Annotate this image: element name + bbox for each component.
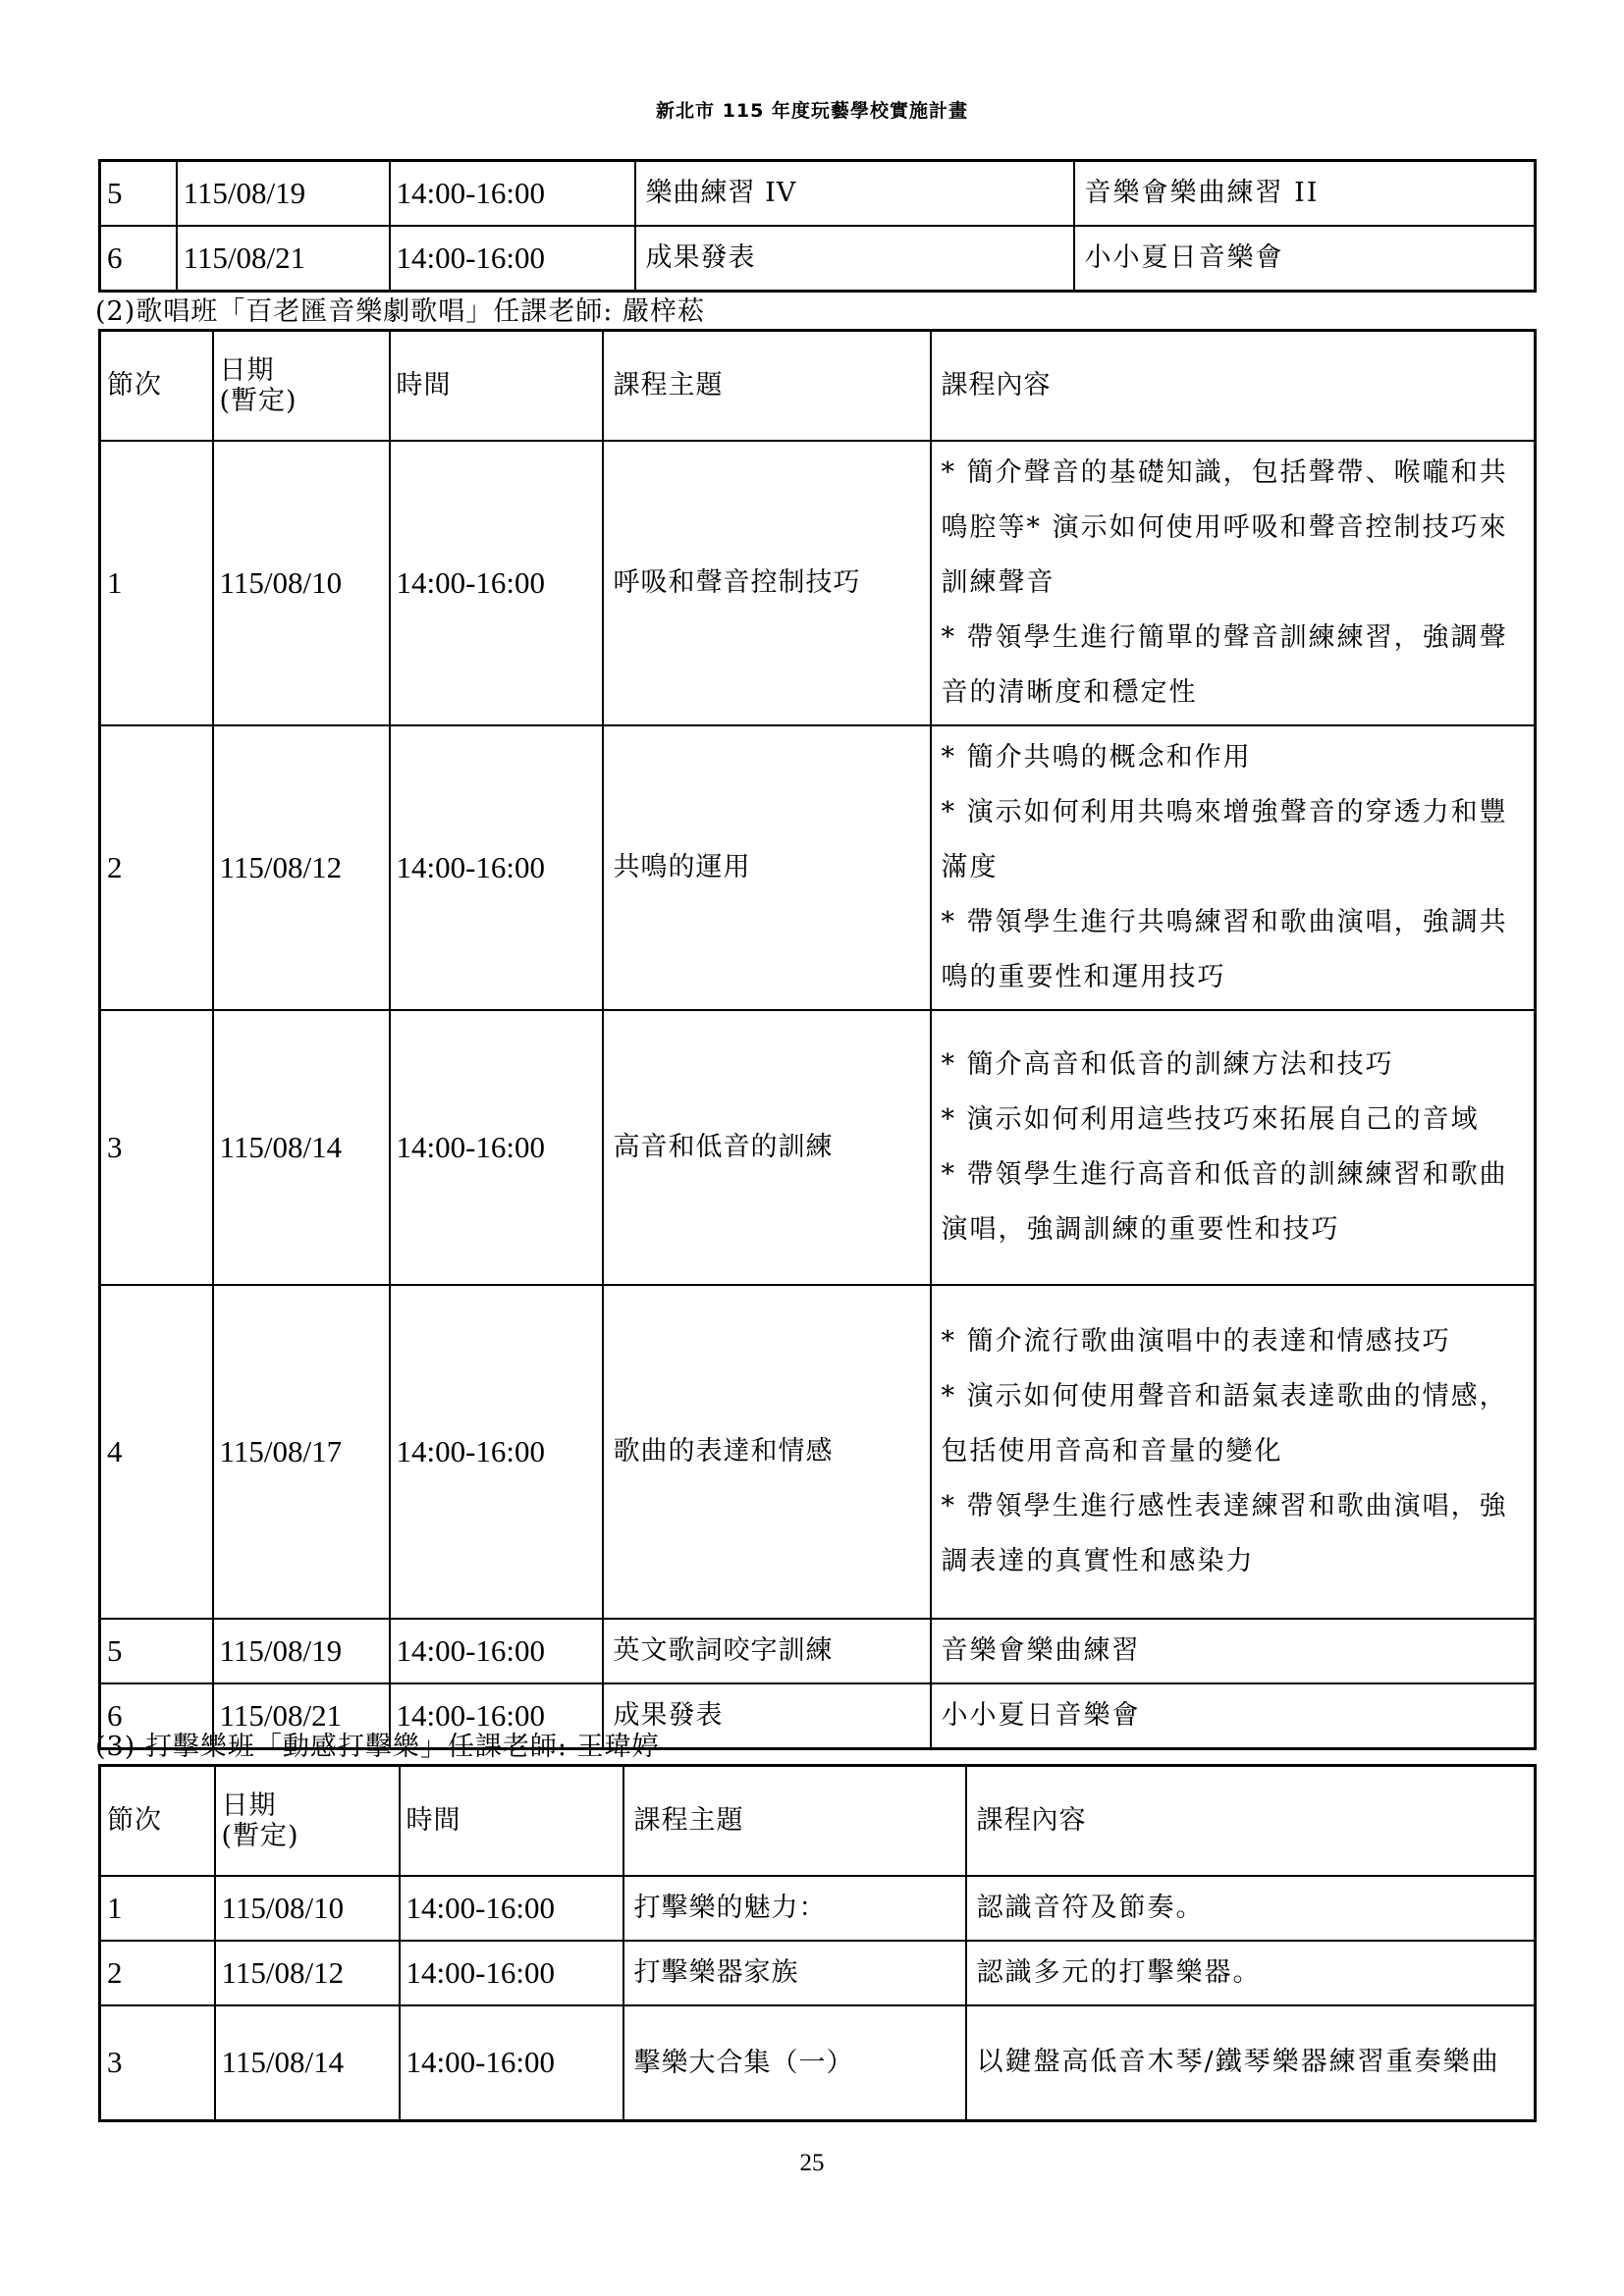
cell-content bbox=[966, 1941, 1536, 2005]
cell-date: 115/08/21 bbox=[213, 1683, 390, 1749]
column-header-date bbox=[213, 331, 390, 441]
cell-date: 115/08/14 bbox=[215, 2005, 400, 2121]
cell-topic: 打擊樂器家族 bbox=[623, 1941, 966, 2005]
table-header-row bbox=[100, 1766, 1536, 1876]
cell-time: 14:00-16:00 bbox=[400, 1876, 623, 1941]
content-line: * 演示如何利用這些技巧來拓展自己的音域 bbox=[941, 1103, 1480, 1135]
table-body bbox=[100, 1876, 1536, 2121]
cell-session-number: 3 bbox=[100, 1010, 213, 1285]
cell-topic: 成果發表 bbox=[603, 1683, 931, 1749]
cell-topic: 擊樂大合集（一） bbox=[623, 2005, 966, 2121]
cell-content bbox=[1074, 226, 1536, 292]
table-body bbox=[100, 161, 1536, 292]
cell-date: 115/08/10 bbox=[215, 1876, 400, 1941]
cell-content bbox=[931, 1619, 1536, 1683]
table-row bbox=[100, 2005, 1536, 2121]
table-row bbox=[100, 1010, 1536, 1285]
column-header-date bbox=[215, 1766, 400, 1876]
content-line: 認識多元的打擊樂器。 bbox=[976, 1956, 1262, 1988]
cell-topic: 樂曲練習 IV bbox=[635, 161, 1074, 227]
page-header-title: 新北市 115 年度玩藝學校實施計畫 bbox=[656, 100, 968, 122]
cell-topic: 英文歌詞咬字訓練 bbox=[603, 1619, 931, 1683]
table-row bbox=[100, 725, 1536, 1010]
cell-topic: 共鳴的運用 bbox=[603, 725, 931, 1010]
column-header-no: 節次 bbox=[100, 331, 213, 441]
cell-topic: 呼吸和聲音控制技巧 bbox=[603, 441, 931, 725]
cell-time: 14:00-16:00 bbox=[390, 725, 603, 1010]
page-number: 25 bbox=[799, 2150, 825, 2176]
column-header-topic: 課程主題 bbox=[623, 1766, 966, 1876]
content-line: * 帶領學生進行共鳴練習和歌曲演唱，強調共鳴的重要性和運用技巧 bbox=[941, 906, 1508, 992]
column-header-date-line1: 日期 bbox=[221, 1789, 277, 1821]
content-line: 認識音符及節奏。 bbox=[976, 1892, 1205, 1923]
table-row bbox=[100, 1619, 1536, 1683]
cell-time: 14:00-16:00 bbox=[390, 441, 603, 725]
cell-session-number: 6 bbox=[100, 226, 177, 292]
schedule-table-continuation bbox=[98, 159, 1537, 293]
cell-time: 14:00-16:00 bbox=[390, 161, 635, 227]
cell-session-number: 3 bbox=[100, 2005, 215, 2121]
content-line: 音樂會樂曲練習 II bbox=[1084, 178, 1320, 208]
cell-session-number: 1 bbox=[100, 1876, 215, 1941]
cell-date: 115/08/21 bbox=[177, 226, 390, 292]
column-header-content: 課程內容 bbox=[931, 331, 1536, 441]
cell-date: 115/08/19 bbox=[213, 1619, 390, 1683]
content-line: 音樂會樂曲練習 bbox=[941, 1634, 1141, 1666]
cell-session-number: 4 bbox=[100, 1285, 213, 1619]
cell-content bbox=[1074, 161, 1536, 227]
cell-content bbox=[931, 1010, 1536, 1285]
cell-content bbox=[931, 441, 1536, 725]
cell-session-number: 2 bbox=[100, 1941, 215, 2005]
table-row bbox=[100, 226, 1536, 292]
cell-session-number: 5 bbox=[100, 1619, 213, 1683]
cell-content bbox=[931, 1285, 1536, 1619]
cell-content bbox=[966, 1876, 1536, 1941]
table-row bbox=[100, 161, 1536, 227]
column-header-time: 時間 bbox=[390, 331, 603, 441]
column-header-content: 課程內容 bbox=[966, 1766, 1536, 1876]
table-row bbox=[100, 1876, 1536, 1941]
cell-topic: 歌曲的表達和情感 bbox=[603, 1285, 931, 1619]
cell-date: 115/08/19 bbox=[177, 161, 390, 227]
cell-session-number: 6 bbox=[100, 1683, 213, 1749]
column-header-date-line2: (暫定) bbox=[221, 1820, 299, 1851]
cell-time: 14:00-16:00 bbox=[390, 1285, 603, 1619]
cell-topic: 打擊樂的魅力： bbox=[623, 1876, 966, 1941]
cell-date: 115/08/17 bbox=[213, 1285, 390, 1619]
column-header-time: 時間 bbox=[400, 1766, 623, 1876]
cell-date: 115/08/10 bbox=[213, 441, 390, 725]
cell-time: 14:00-16:00 bbox=[400, 2005, 623, 2121]
content-line: 小小夏日音樂會 bbox=[941, 1699, 1141, 1731]
content-line: * 簡介高音和低音的訓練方法和技巧 bbox=[941, 1048, 1394, 1080]
cell-time: 14:00-16:00 bbox=[390, 226, 635, 292]
cell-session-number: 1 bbox=[100, 441, 213, 725]
cell-topic: 成果發表 bbox=[635, 226, 1074, 292]
table-row bbox=[100, 1941, 1536, 2005]
cell-content bbox=[966, 2005, 1536, 2121]
content-line: 以鍵盤高低音木琴/鐵琴樂器練習重奏樂曲 bbox=[976, 2047, 1500, 2078]
table-header-row bbox=[100, 331, 1536, 441]
cell-content bbox=[931, 725, 1536, 1010]
cell-session-number: 5 bbox=[100, 161, 177, 227]
cell-time: 14:00-16:00 bbox=[390, 1010, 603, 1285]
content-line: * 帶領學生進行感性表達練習和歌曲演唱，強調表達的真實性和感染力 bbox=[941, 1490, 1508, 1576]
column-header-topic: 課程主題 bbox=[603, 331, 931, 441]
cell-topic: 高音和低音的訓練 bbox=[603, 1010, 931, 1285]
table-row bbox=[100, 1285, 1536, 1619]
section-heading-percussion: (3) 打擊樂班「動感打擊樂」任課老師: 王瑋婷 bbox=[95, 1732, 660, 1762]
content-line: * 演示如何使用聲音和語氣表達歌曲的情感，包括使用音高和音量的變化 bbox=[941, 1380, 1508, 1467]
schedule-table-percussion bbox=[98, 1764, 1537, 2122]
table-row bbox=[100, 441, 1536, 725]
content-line: 小小夏日音樂會 bbox=[1084, 242, 1284, 273]
content-line: * 簡介流行歌曲演唱中的表達和情感技巧 bbox=[941, 1325, 1451, 1357]
column-header-date-line1: 日期 bbox=[219, 354, 275, 386]
cell-date: 115/08/12 bbox=[213, 725, 390, 1010]
content-line: * 簡介共鳴的概念和作用 bbox=[941, 741, 1252, 773]
cell-date: 115/08/14 bbox=[213, 1010, 390, 1285]
section-heading-singing: (2)歌唱班「百老匯音樂劇歌唱」任課老師: 嚴梓菘 bbox=[95, 296, 705, 327]
cell-content bbox=[931, 1683, 1536, 1749]
content-line: * 帶領學生進行簡單的聲音訓練練習，強調聲音的清晰度和穩定性 bbox=[941, 621, 1508, 708]
cell-time: 14:00-16:00 bbox=[390, 1683, 603, 1749]
cell-time: 14:00-16:00 bbox=[400, 1941, 623, 2005]
content-line: * 帶領學生進行高音和低音的訓練練習和歌曲演唱，強調訓練的重要性和技巧 bbox=[941, 1158, 1508, 1245]
content-line: * 簡介聲音的基礎知識，包括聲帶、喉嚨和共鳴腔等* 演示如何使用呼吸和聲音控制技巧來訓練聲音 bbox=[941, 456, 1508, 598]
content-line: * 演示如何利用共鳴來增強聲音的穿透力和豐滿度 bbox=[941, 796, 1508, 882]
table-body bbox=[100, 441, 1536, 1749]
column-header-date-line2: (暫定) bbox=[219, 385, 298, 416]
cell-date: 115/08/12 bbox=[215, 1941, 400, 2005]
cell-time: 14:00-16:00 bbox=[390, 1619, 603, 1683]
cell-session-number: 2 bbox=[100, 725, 213, 1010]
schedule-table-singing bbox=[98, 329, 1537, 1750]
column-header-no: 節次 bbox=[100, 1766, 215, 1876]
